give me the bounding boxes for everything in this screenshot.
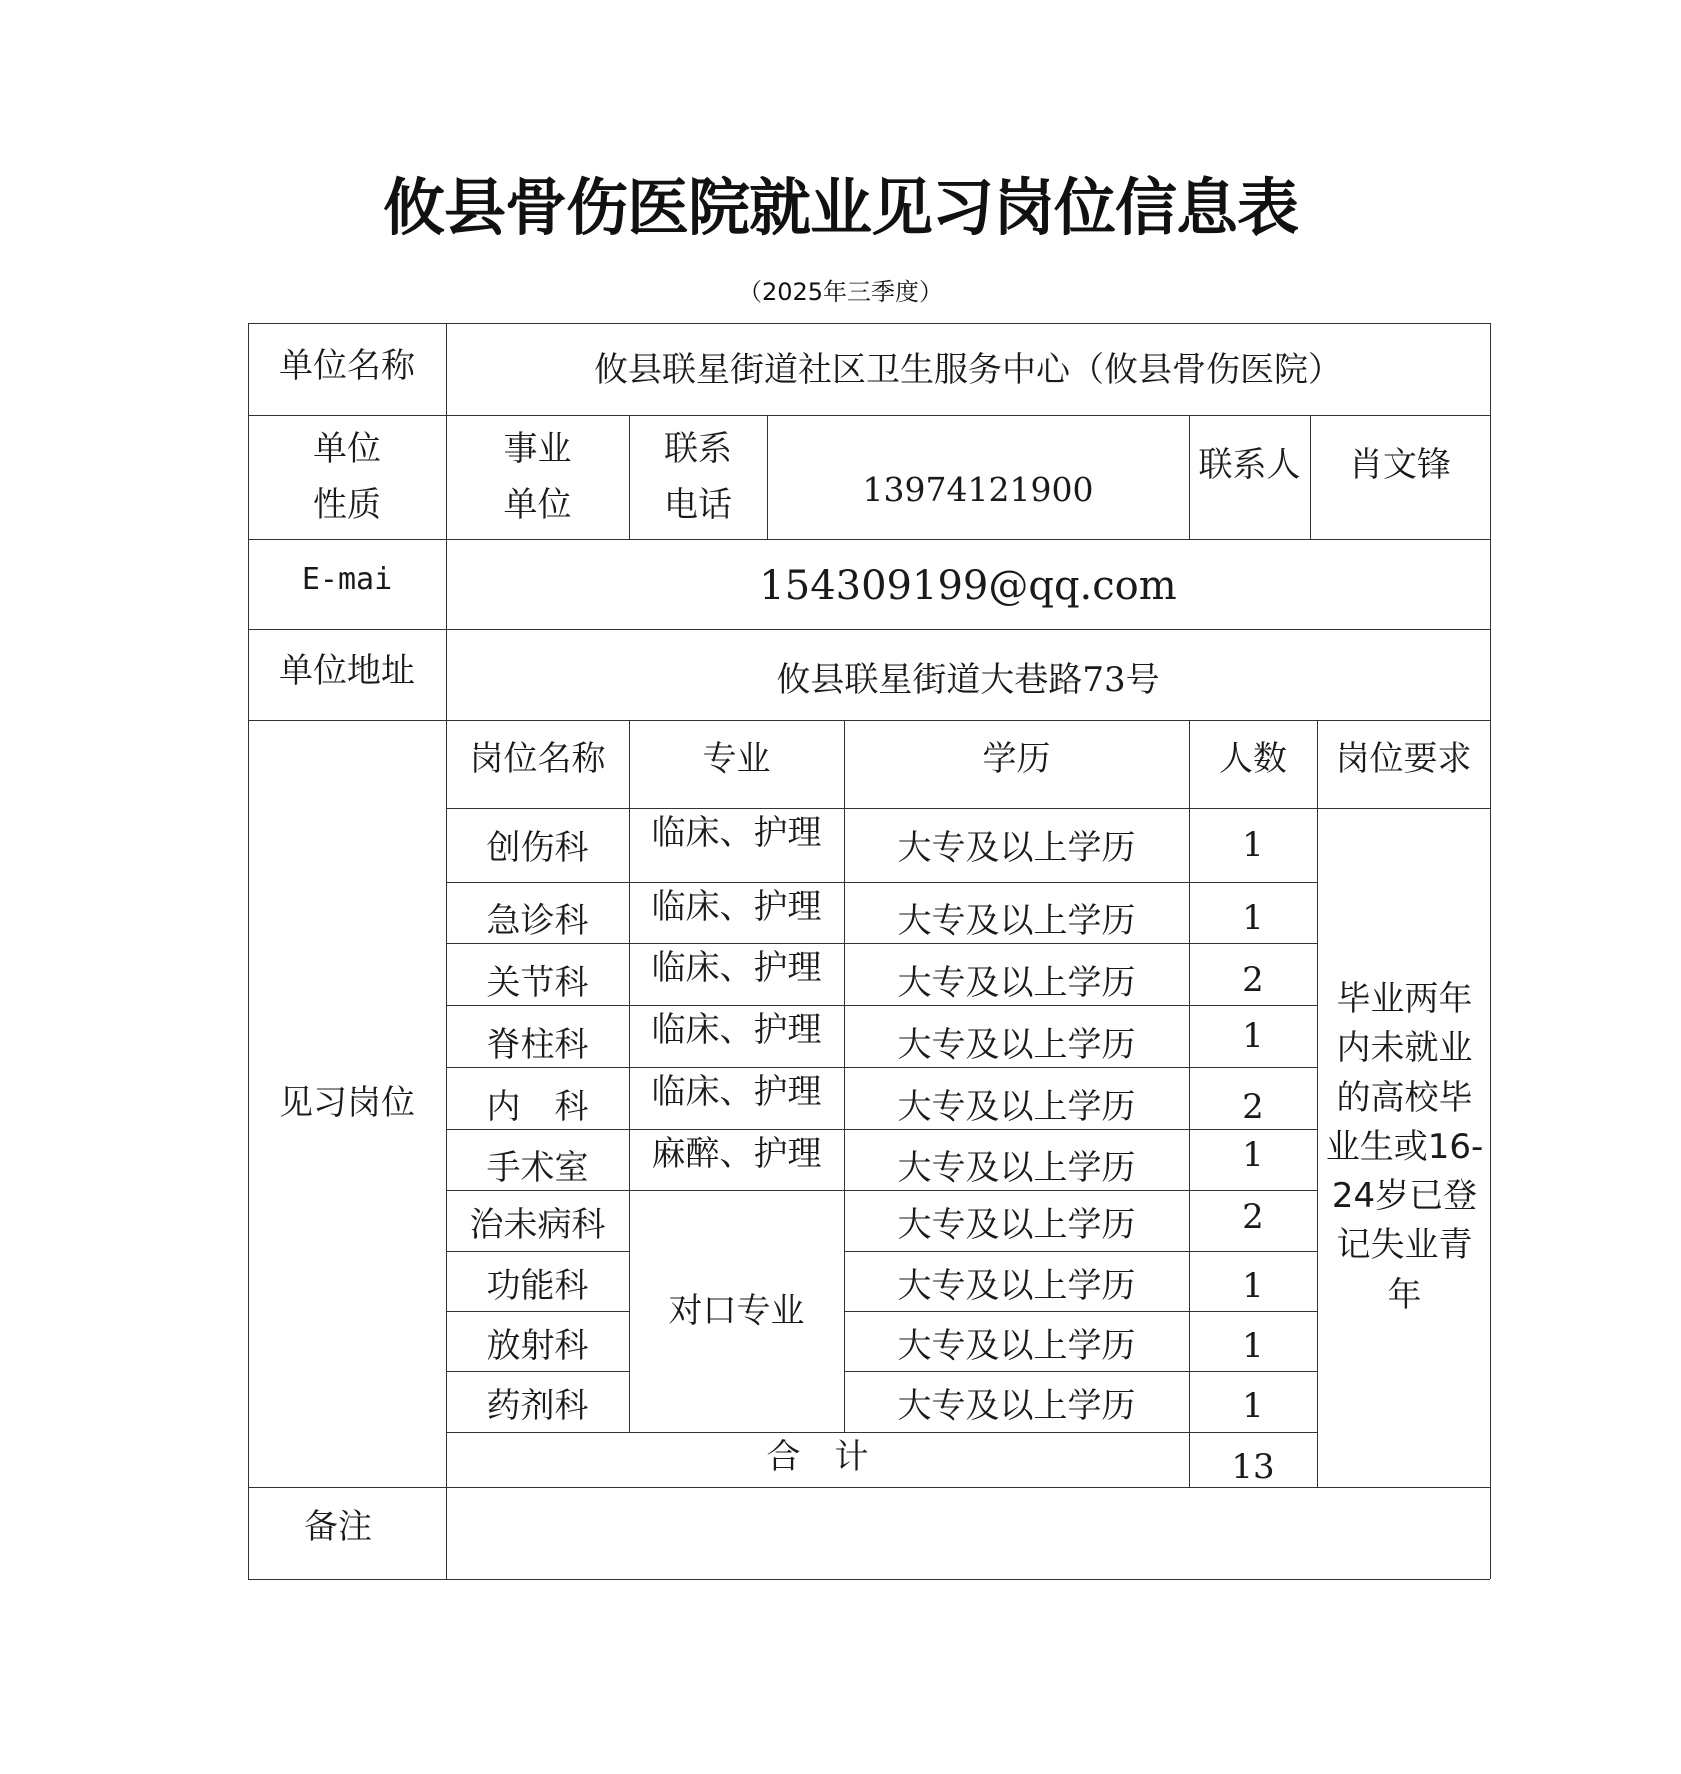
position-education: 大专及以上学历	[897, 1265, 1136, 1306]
position-count: 1	[1242, 897, 1264, 938]
position-name: 放射科	[486, 1325, 589, 1366]
position-education: 大专及以上学历	[897, 962, 1136, 1003]
position-education: 大专及以上学历	[897, 827, 1136, 868]
position-major: 临床、护理	[651, 1071, 822, 1112]
position-education: 大专及以上学历	[897, 900, 1136, 941]
table-border	[248, 323, 1490, 324]
position-count: 1	[1242, 1134, 1264, 1175]
merged-major: 对口专业	[668, 1290, 805, 1331]
position-count: 1	[1242, 1265, 1264, 1306]
unit-name-value: 攸县联星街道社区卫生服务中心（攸县骨伤医院）	[594, 349, 1342, 390]
position-count: 2	[1242, 1197, 1264, 1238]
email-value: 154309199@qq.com	[759, 563, 1177, 609]
page-title: 攸县骨伤医院就业见习岗位信息表	[382, 171, 1298, 244]
unit-nature-label	[248, 415, 446, 539]
position-major: 麻醉、护理	[651, 1133, 822, 1174]
position-count: 2	[1242, 959, 1264, 1000]
unit-nature-value	[446, 415, 629, 539]
position-count: 2	[1242, 1086, 1264, 1127]
positions-label: 见习岗位	[279, 1083, 415, 1124]
position-name: 脊柱科	[486, 1024, 589, 1065]
position-name: 关节科	[486, 962, 589, 1003]
position-education: 大专及以上学历	[897, 1147, 1136, 1188]
position-name: 治未病科	[469, 1204, 606, 1245]
position-education: 大专及以上学历	[897, 1024, 1136, 1065]
position-name: 急诊科	[486, 900, 589, 941]
phone-label-line1: 联系	[664, 428, 732, 469]
address-label: 单位地址	[279, 651, 415, 691]
position-count: 1	[1242, 1325, 1264, 1366]
unit-nature-value-line1: 事业	[503, 428, 572, 469]
header-position-name: 岗位名称	[469, 738, 606, 779]
header-count: 人数	[1219, 738, 1287, 779]
table-border	[1317, 720, 1318, 1487]
header-major: 专业	[702, 738, 771, 779]
table-border	[1490, 323, 1491, 1579]
position-major: 临床、护理	[651, 886, 822, 927]
address-value: 攸县联星街道大巷路73号	[776, 659, 1160, 700]
contact-value: 肖文锋	[1349, 444, 1451, 485]
remarks-value	[446, 1487, 1490, 1579]
unit-nature-label-line1: 单位	[313, 428, 381, 469]
position-name: 功能科	[486, 1265, 589, 1306]
position-education: 大专及以上学历	[897, 1385, 1136, 1426]
position-education: 大专及以上学历	[897, 1325, 1136, 1366]
phone-label-line2: 电话	[664, 485, 732, 525]
position-name: 内 科	[486, 1086, 589, 1127]
position-count: 1	[1242, 824, 1264, 865]
total-count: 13	[1231, 1446, 1275, 1487]
position-major: 临床、护理	[651, 1009, 822, 1050]
table-border	[248, 1579, 1490, 1580]
position-name: 创伤科	[486, 827, 589, 868]
unit-nature-value-line2: 单位	[503, 485, 572, 525]
phone-value: 13974121900	[862, 469, 1094, 509]
position-major: 临床、护理	[651, 812, 822, 853]
header-requirement: 岗位要求	[1335, 738, 1472, 779]
contact-label: 联系人	[1198, 444, 1301, 485]
position-count: 1	[1242, 1015, 1264, 1056]
position-education: 大专及以上学历	[897, 1086, 1136, 1127]
unit-nature-label-line2: 性质	[313, 485, 381, 525]
position-education: 大专及以上学历	[897, 1204, 1136, 1245]
position-name: 药剂科	[486, 1385, 589, 1426]
header-education: 学历	[982, 738, 1051, 779]
phone-label	[629, 415, 767, 539]
position-requirement: 毕业两年内未就业的高校毕业生或16-24岁已登记失业青年	[1325, 978, 1484, 1315]
email-label: E-mai	[301, 562, 393, 597]
total-label: 合 计	[766, 1436, 869, 1477]
page-subtitle: （2025年三季度）	[737, 278, 944, 306]
position-count: 1	[1242, 1385, 1264, 1426]
remarks-label: 备注	[304, 1506, 372, 1547]
unit-name-label: 单位名称	[279, 346, 415, 386]
position-major: 临床、护理	[651, 947, 822, 988]
position-name: 手术室	[486, 1147, 589, 1188]
